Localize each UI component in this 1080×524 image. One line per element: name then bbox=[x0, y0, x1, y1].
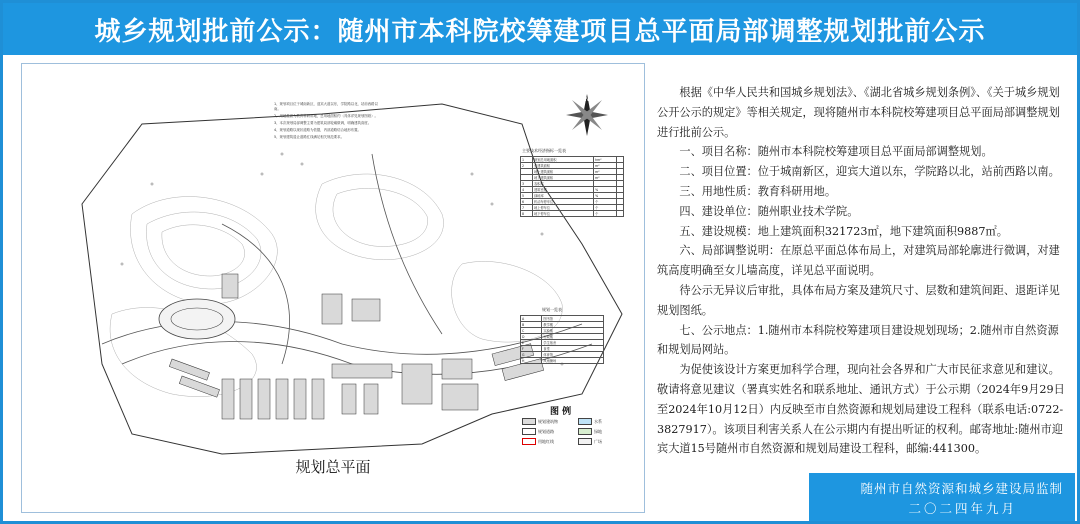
plan-caption: 规划总平面 bbox=[295, 458, 371, 476]
page-title: 城乡规划批前公示：随州市本科院校筹建项目总平面局部调整规划批前公示 bbox=[94, 16, 986, 47]
legend-item: 规划建筑物 bbox=[522, 418, 574, 425]
table-row: 5 绿地率 % bbox=[521, 193, 624, 199]
table-row: A 图书馆 bbox=[521, 316, 604, 322]
table-row: 2 总建筑面积 m² bbox=[521, 163, 624, 169]
paragraph: 二、项目位置：位于城南新区，迎宾大道以东，学院路以北，站前西路以南。 bbox=[679, 165, 1060, 179]
sports-field bbox=[159, 299, 235, 339]
plan-notes bbox=[274, 102, 384, 142]
table-row: 7 地上停车位 个 bbox=[521, 205, 624, 211]
legend-title: 图 例 bbox=[550, 407, 572, 417]
paragraph: 六、局部调整说明：在原总平面总体布局上，对建筑局部轮廓进行微调，对建筑高度明确至女儿墙高度，详见总平面说明。 bbox=[657, 244, 1060, 278]
indicator-table-title: 主要技术经济指标一览表 bbox=[522, 148, 566, 153]
legend bbox=[522, 418, 638, 445]
table-row: F 食堂 bbox=[521, 346, 604, 352]
buildings bbox=[169, 274, 543, 419]
table-row: 6 机动车停车位 个 bbox=[521, 199, 624, 205]
paragraph: 为促使该设计方案更加科学合理，现向社会各界和广大市民征求意见和建议。敬请将意见建议（署真实姓名和联系地址、通讯方式）于公示期（2024年9月29日至2024年10月12日）内反映至市自然资源和规划局建设工程科（联系电话:0722-3827917）。该项目利害关系人在公示期内有提出听证的权利。邮寄地址:随州市迎宾大道15号随州市自然资源和规划局建设工程科，邮编:441300。 bbox=[657, 363, 1065, 456]
paragraph: 根据《中华人民共和国城乡规划法》、《湖北省城乡规划条例》、《关于城乡规划公开公示的规定》等相关规定，现将随州市本科院校筹建项目总平面局部调整规划进行批前公示。 bbox=[657, 86, 1060, 139]
footer-signature bbox=[809, 473, 1075, 521]
legend-item: 绿地 bbox=[578, 428, 630, 435]
table-row: 3 容积率 bbox=[521, 181, 624, 187]
table-row: D 行政楼 bbox=[521, 334, 604, 340]
building-table bbox=[520, 315, 604, 364]
legend-item: 规划道路 bbox=[522, 428, 574, 435]
table-row: 地下建筑面积 m² bbox=[521, 175, 624, 181]
table-row: 8 地下停车位 个 bbox=[521, 211, 624, 217]
table-row: H 风雨操场 bbox=[521, 358, 604, 364]
legend-item: 用地红线 bbox=[522, 438, 574, 445]
issuing-organization: 随州市自然资源和城乡建设局监制 bbox=[860, 481, 1063, 496]
table-row: G 体育馆 bbox=[521, 352, 604, 358]
paragraph: 一、项目名称：随州市本科院校筹建项目总平面局部调整规划。 bbox=[679, 145, 993, 159]
plan-note: 4、规划道路以现状道路为依据，内部道路结合地形布置。 bbox=[274, 128, 361, 132]
indicator-table bbox=[520, 156, 624, 217]
paragraph: 待公示无异议后审批，具体布局方案及建筑尺寸、层数和建筑间距、退距详见规划图纸。 bbox=[657, 283, 1060, 317]
table-row: C 实验楼 bbox=[521, 328, 604, 334]
title-bar bbox=[3, 3, 1077, 55]
paragraph: 五、建设规模：地上建筑面积321723㎡，地下建筑面积9887㎡。 bbox=[679, 224, 1008, 238]
plan-note: 2、用地性质为教育科研用地，总用地面积约（具体详见规划图纸）。 bbox=[274, 114, 378, 118]
paragraph: 四、建设单位：随州职业技术学院。 bbox=[679, 204, 859, 218]
plan-note: 3、本次规划局部调整主要为建筑局部轮廓微调，明确建筑高度。 bbox=[274, 121, 372, 125]
north-arrow-icon bbox=[564, 92, 610, 138]
svg-text:N: N bbox=[584, 96, 590, 103]
table-row: B 教学楼 bbox=[521, 322, 604, 328]
table-row: E 学生宿舍 bbox=[521, 340, 604, 346]
legend-item: 广场 bbox=[578, 438, 630, 445]
plan-note: 1、规划项目位于城南新区，迎宾大道以东，学院路以北，站前西路以南。 bbox=[274, 102, 378, 111]
paragraph: 七、公示地点：1.随州市本科院校筹建项目建设规划现场；2.随州市自然资源和规划局网站。 bbox=[657, 323, 1059, 357]
issue-date: 二〇二四年九月 bbox=[908, 501, 1017, 516]
paragraph: 三、用地性质：教育科研用地。 bbox=[679, 184, 837, 198]
announcement-text bbox=[657, 83, 1069, 459]
table-row: 地上建筑面积 m² bbox=[521, 169, 624, 175]
table-row: 4 建筑密度 % bbox=[521, 187, 624, 193]
building-table-title: 规划一览表 bbox=[542, 307, 562, 312]
plan-note: 5、规划建筑退让道路红线满足相关规范要求。 bbox=[274, 135, 344, 139]
site-plan-drawing bbox=[21, 63, 645, 513]
table-row: 1 规划总用地面积 hm² bbox=[521, 157, 624, 163]
legend-item: 水系 bbox=[578, 418, 630, 425]
